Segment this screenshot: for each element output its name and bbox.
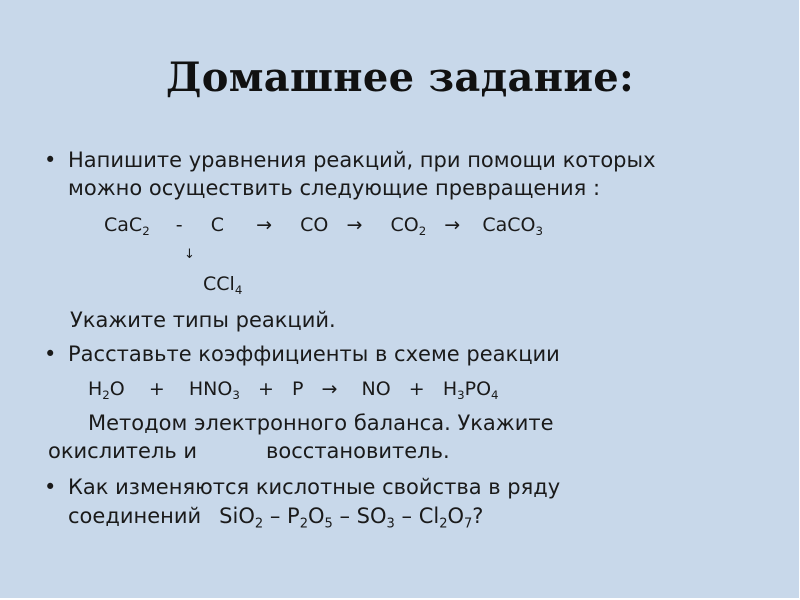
task1-line1: Напишите уравнения реакций, при помощи которых xyxy=(68,148,656,172)
bullet-3: • xyxy=(44,475,57,499)
formula-c: C xyxy=(210,214,225,236)
formula-hno3: $HNO_3$ xyxy=(188,378,240,403)
arrow-down-icon: ↓ xyxy=(184,247,195,262)
arrow-right-icon: → xyxy=(256,214,273,236)
task1-types: Укажите типы реакций. xyxy=(70,308,336,332)
task3-line2 xyxy=(68,502,483,530)
question-mark: ? xyxy=(472,504,484,528)
bullet-1: • xyxy=(44,148,57,172)
plus-sign: + xyxy=(408,378,425,400)
formula-co: CO xyxy=(300,214,329,236)
slide-title: Домашнее задание: xyxy=(165,54,635,101)
plus-sign: + xyxy=(257,378,274,400)
arrow-right-icon: → xyxy=(346,214,363,236)
dash: – xyxy=(401,504,412,528)
task3-line1: Как изменяются кислотные свойства в ряду xyxy=(68,475,561,499)
formula-cac2: CaC$_2$ xyxy=(104,214,150,239)
task2-reducer: восстановитель. xyxy=(266,439,450,463)
transformation-chain xyxy=(104,212,543,238)
task3-prefix: соединений xyxy=(68,504,202,528)
dash: – xyxy=(269,504,281,528)
task2-line3: Методом электронного баланса. Укажите xyxy=(88,411,554,435)
task2-oxidizer: окислитель и xyxy=(48,439,198,463)
formula-h2o: $H_2O$ xyxy=(88,378,125,403)
formula-no: NO xyxy=(361,378,391,400)
formula-sio2: SiO$_2$ xyxy=(219,504,264,532)
formula-ccl4: CCl$_4$ xyxy=(203,273,243,298)
formula-caco3: CaCO$_3$ xyxy=(482,214,543,239)
formula-p: P xyxy=(291,378,304,400)
reaction-equation xyxy=(88,376,499,402)
chain-dash: - xyxy=(175,214,183,236)
formula-co2: $CO_2$ xyxy=(390,214,427,239)
formula-so3: $SO_3$ xyxy=(356,504,395,532)
task2-line1: Расставьте коэффициенты в схеме реакции xyxy=(68,342,560,366)
formula-p2o5: $P_2O_5$ xyxy=(287,504,333,532)
arrow-right-icon: → xyxy=(444,214,461,236)
arrow-right-icon: → xyxy=(321,378,338,400)
bullet-2: • xyxy=(44,342,57,366)
plus-sign: + xyxy=(148,378,165,400)
task1-line2: можно осуществить следующие превращения : xyxy=(68,176,601,200)
formula-cl2o7: $Cl_2O_7$ xyxy=(418,504,473,532)
formula-h3po4: $H_3PO_4$ xyxy=(442,378,499,403)
dash: – xyxy=(339,504,350,528)
